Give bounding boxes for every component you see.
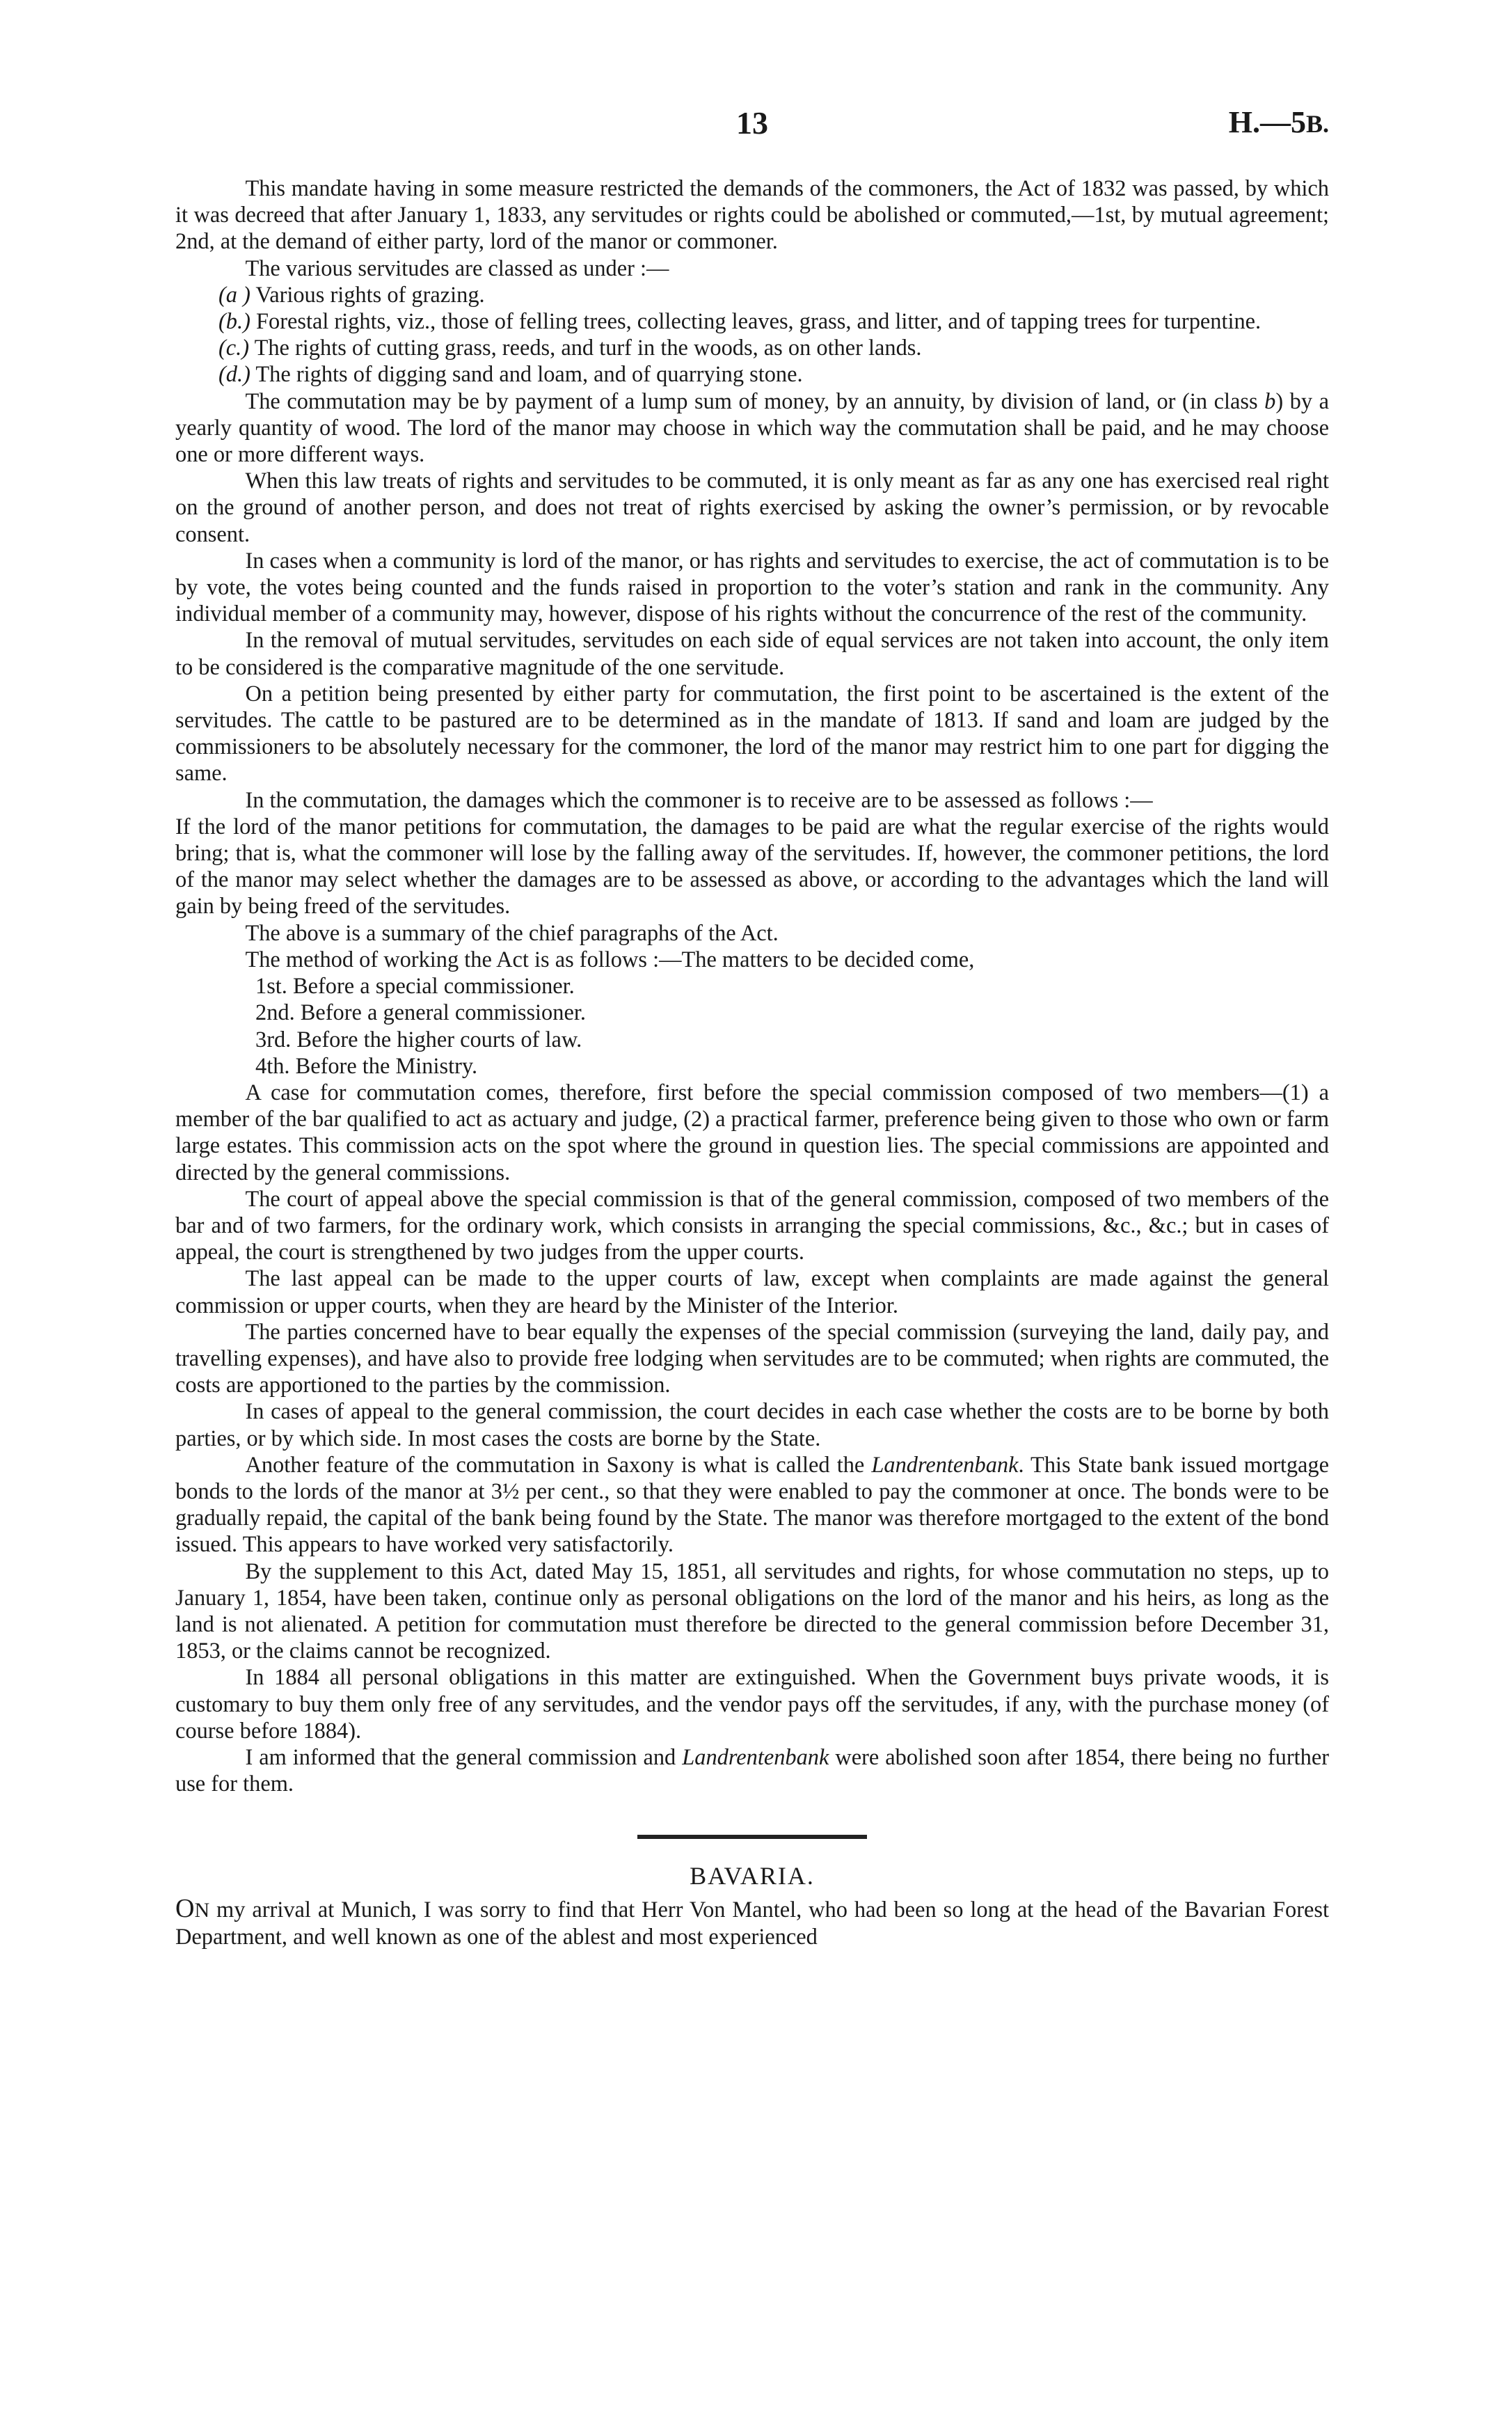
list-text: The rights of cutting grass, reeds, and turf in the woods, as on other lands.	[254, 335, 922, 361]
text-run-italic: b	[1264, 388, 1276, 414]
page-header	[175, 104, 1329, 146]
body-text	[175, 175, 1329, 1950]
servitude-class-b	[175, 308, 1329, 335]
paragraph-law-treats: When this law treats of rights and servitudes to be commuted, it is only meant as far as any one has exercised real right on the ground of another person, and does not treat of rights exercised by asking the owner’s permission, or by revocable consent.	[175, 468, 1329, 547]
text-run: . This State bank issued mortgage bonds to the lords of the manor at 3½ per cent., so that they were enabled to pay the commoner at once. The bonds were to be gradually repaid, the capital of the bank being found by the State. The manor was therefore mortgaged to the extent of the bond issued. This appears to have worked very satisfactorily.	[175, 1452, 1329, 1558]
paragraph-last-appeal: The last appeal can be made to the upper courts of law, except when complaints are made against the general commission or upper courts, when they are heard by the Minister of the Interior.	[175, 1266, 1329, 1318]
paragraph-court-of-appeal: The court of appeal above the special commission is that of the general commission, composed of two members of the bar and of two farmers, for the ordinary work, which consists in arranging the special commissions, &c., &c.; but in cases of appeal, the court is strengthened by two judges from the upper courts.	[175, 1186, 1329, 1265]
paragraph-damages-intro: In the commutation, the damages which the commoner is to receive are to be assessed as follows :—	[245, 787, 1153, 813]
text-run: I am informed that the general commission and	[245, 1744, 683, 1770]
drop-letter: O	[175, 1893, 195, 1923]
paragraph-costs: In cases of appeal to the general commission, the court decides in each case whether the costs are to be borne by both parties, or by which side. In most cases the costs are borne by the State.	[175, 1399, 1329, 1451]
text-run: were abolished soon after 1854, there being no further use for them.	[175, 1744, 1329, 1797]
text-run: ) by a yearly quantity of wood. The lord of the manor may choose in which way the commutation shall be paid, and he may choose one or more different ways.	[175, 388, 1329, 468]
text-run-italic: Landrentenbank	[682, 1744, 829, 1770]
servitude-class-c	[175, 335, 1329, 361]
paragraph-supplement: By the supplement to this Act, dated May 15, 1851, all servitudes and rights, for whose commutation no steps, up to January 1, 1854, have been taken, continue only as personal obligations on the lord of the manor and his heirs, as long as the land is not alienated. A petition for commutation must therefore be directed to the general commission before December 31, 1853, or the claims cannot be recognized.	[175, 1558, 1329, 1664]
paragraph-method: The method of working the Act is as follows :—The matters to be decided come,	[245, 947, 975, 972]
paragraph-servitudes-intro: The various servitudes are classed as under :—	[245, 255, 669, 281]
list-marker: (d.)	[218, 362, 250, 388]
list-marker: (a )	[218, 282, 250, 308]
servitude-class-d	[175, 361, 1329, 388]
paragraph-expenses: The parties concerned have to bear equally the expenses of the special commission (surveying the land, daily pay, and travelling expenses), and have also to provide free lodging when servitudes are to be commuted; when rights are commuted, the costs are apportioned to the parties by the commission.	[175, 1319, 1329, 1398]
paragraph-mutual-servitudes: In the removal of mutual servitudes, servitudes on each side of equal services are not taken into account, the only item to be considered is the comparative magnitude of the one servitude.	[175, 628, 1329, 680]
paragraph-commutation	[175, 388, 1329, 468]
list-marker: (b.)	[218, 309, 250, 335]
paragraph-landrentenbank	[175, 1452, 1329, 1558]
list-text: Forestal rights, viz., those of felling trees, collecting leaves, grass, and litter, and of tapping trees for turpentine.	[255, 309, 1262, 335]
text-run: Another feature of the commutation in Saxony is what is called the	[245, 1452, 872, 1478]
paragraph-special-commission: A case for commutation comes, therefore, first before the special commission composed of two members—(1) a member of the bar qualified to act as actuary and judge, (2) a practical farmer, preference being given to those who own or farm large estates. This commission acts on the spot where the ground in question lies. The special commissions are appointed and directed by the general commissions.	[175, 1080, 1330, 1185]
list-text: The rights of digging sand and loam, and of quarrying stone.	[255, 362, 803, 388]
text-run-italic: Landrentenbank	[871, 1452, 1019, 1478]
paragraph-community: In cases when a community is lord of the manor, or has rights and servitudes to exercise, the act of commutation is to be by vote, the votes being counted and the funds raised in proportion to the voter’s station and rank in the community. Any individual member of a community may, however, dispose of his rights without the concurrence of the rest of the community.	[175, 548, 1329, 627]
doc-ref-main: H.—5	[1228, 105, 1306, 139]
paragraph-act-1832: This mandate having in some measure restricted the demands of the commoners, the Act of 1832 was passed, by which it was decreed that after January 1, 1833, any servitudes or rights could be abolished or commuted,—1st, by mutual agreement; 2nd, at the demand of either party, lord of the manor or commoner.	[175, 176, 1329, 255]
paragraph-extinguished: In 1884 all personal obligations in this matter are extinguished. When the Government buys private woods, it is customary to buy them only free of any servitudes, and the vendor pays off the servitudes, if any, with the purchase money (of course before 1884).	[175, 1665, 1329, 1744]
step-3: 3rd. Before the higher courts of law.	[255, 1027, 582, 1052]
paragraph-bavaria	[175, 1895, 1329, 1950]
section-divider	[637, 1835, 867, 1839]
step-2: 2nd. Before a general commissioner.	[255, 1000, 586, 1026]
section-heading-bavaria: BAVARIA.	[690, 1862, 815, 1890]
text-run: The commutation may be by payment of a lump sum of money, by an annuity, by division of land, or (in class	[245, 388, 1265, 414]
doc-ref-suffix: B.	[1305, 110, 1329, 138]
list-text: Various rights of grazing.	[255, 282, 485, 308]
step-1: 1st. Before a special commissioner.	[255, 974, 575, 1000]
step-4: 4th. Before the Ministry.	[255, 1053, 478, 1079]
small-caps-letter: N	[194, 1898, 210, 1922]
paragraph-summary: The above is a summary of the chief paragraphs of the Act.	[245, 920, 779, 946]
servitude-class-a	[175, 282, 1329, 308]
paragraph-petition: On a petition being presented by either party for commutation, the first point to be ascertained is the extent of the servitudes. The cattle to be pastured are to be determined as in the mandate of 1813. If sand and loam are judged by the commissioners to be absolutely necessary for the commoner, the lord of the manor may restrict him to one part for digging the same.	[175, 681, 1329, 787]
paragraph-damages: If the lord of the manor petitions for commutation, the damages to be paid are what the regular exercise of the rights would bring; that is, what the commoner will lose by the falling away of the servitudes. If, however, the commoner petitions, the lord of the manor may select whether the damages are to be assessed as above, or according to the advantages which the land will gain by being freed of the servitudes.	[175, 814, 1329, 919]
document-reference	[1229, 104, 1329, 140]
paragraph-abolished	[175, 1744, 1329, 1797]
list-marker: (c.)	[218, 335, 250, 361]
page-number: 13	[736, 105, 768, 141]
text-run: my arrival at Munich, I was sorry to find that Herr Von Mantel, who had been so long at the head of the Bavarian Forest Department, and well known as one of the ablest and most experienced	[175, 1897, 1329, 1950]
